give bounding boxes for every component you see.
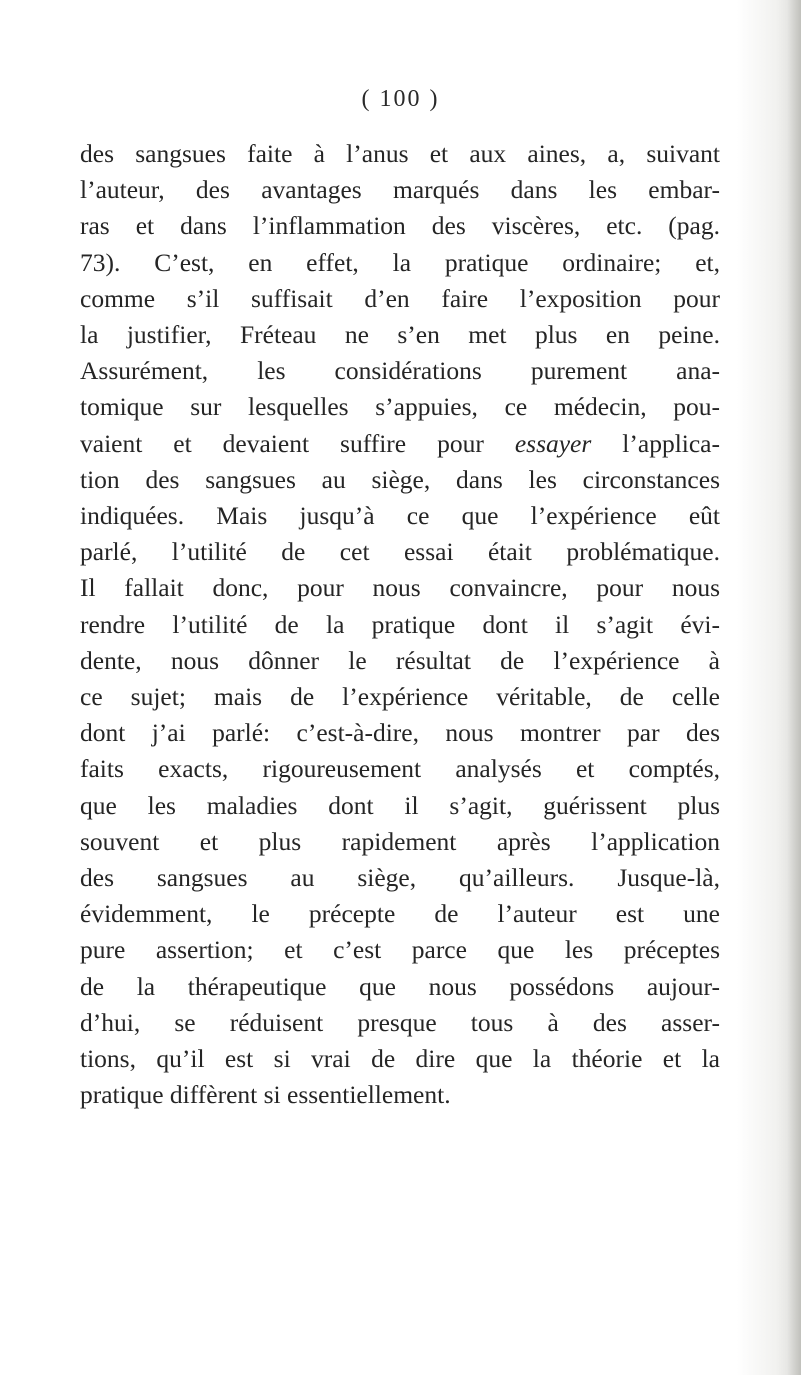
text-line: Il fallait donc, pour nous convaincre, pour nous [80,573,720,603]
text-line: la justifier, Fréteau ne s’en met plus en peine. [80,320,720,350]
text-line: pratique diffèrent si essentiellement. [80,1080,451,1110]
text-segment: vaient et devaient suffire pour [80,428,484,458]
text-line: comme s’il suffisait d’en faire l’exposition pour [80,283,720,313]
text-line: tions, qu’il est si vrai de dire que la théorie et la [80,1044,720,1074]
italic-word: essayer [514,428,592,458]
text-segment: l’applica- [622,428,720,458]
text-line: dente, nous dônner le résultat de l’expérience à [80,645,720,675]
text-line: souvent et plus rapidement après l’application [80,826,720,856]
text-line: ce sujet; mais de l’expérience véritable, de celle [80,682,720,712]
body-text [80,136,720,1113]
text-line: 73). C’est, en effet, la pratique ordinaire; et, [80,247,720,277]
text-line-with-italic [80,426,720,462]
text-line: des sangsues faite à l’anus et aux aines, a, suivant [80,139,720,168]
text-line: de la thérapeutique que nous possédons aujour- [80,971,720,1001]
text-line: ras et dans l’inflammation des viscères, etc. (pag. [80,211,720,241]
text-line: évidemment, le précepte de l’auteur est une [80,899,720,929]
text-line: faits exacts, rigoureusement analysés et comptés, [80,754,720,784]
text-line: d’hui, se réduisent presque tous à des asser- [80,1007,720,1037]
text-line: parlé, l’utilité de cet essai était problématique. [80,537,720,567]
text-line: rendre l’utilité de la pratique dont il s’agit évi- [80,609,720,639]
text-line: que les maladies dont il s’agit, guérissent plus [80,790,720,820]
page-number: ( 100 ) [361,86,440,112]
text-line: l’auteur, des avantages marqués dans les embar- [80,175,720,205]
text-line: des sangsues au siège, qu’ailleurs. Jusque-là, [80,863,720,893]
text-line: indiquées. Mais jusqu’à ce que l’expérience eût [80,501,720,531]
text-line: Assurément, les considérations purement ana- [80,356,720,386]
page-edge-shadow [787,0,801,1375]
text-line: tion des sangsues au siège, dans les circonstances [80,464,720,494]
text-line: pure assertion; et c’est parce que les préceptes [80,935,720,965]
text-line: tomique sur lesquelles s’appuies, ce médecin, pou- [80,392,720,422]
text-line: dont j’ai parlé: c’est-à-dire, nous montrer par des [80,718,720,748]
